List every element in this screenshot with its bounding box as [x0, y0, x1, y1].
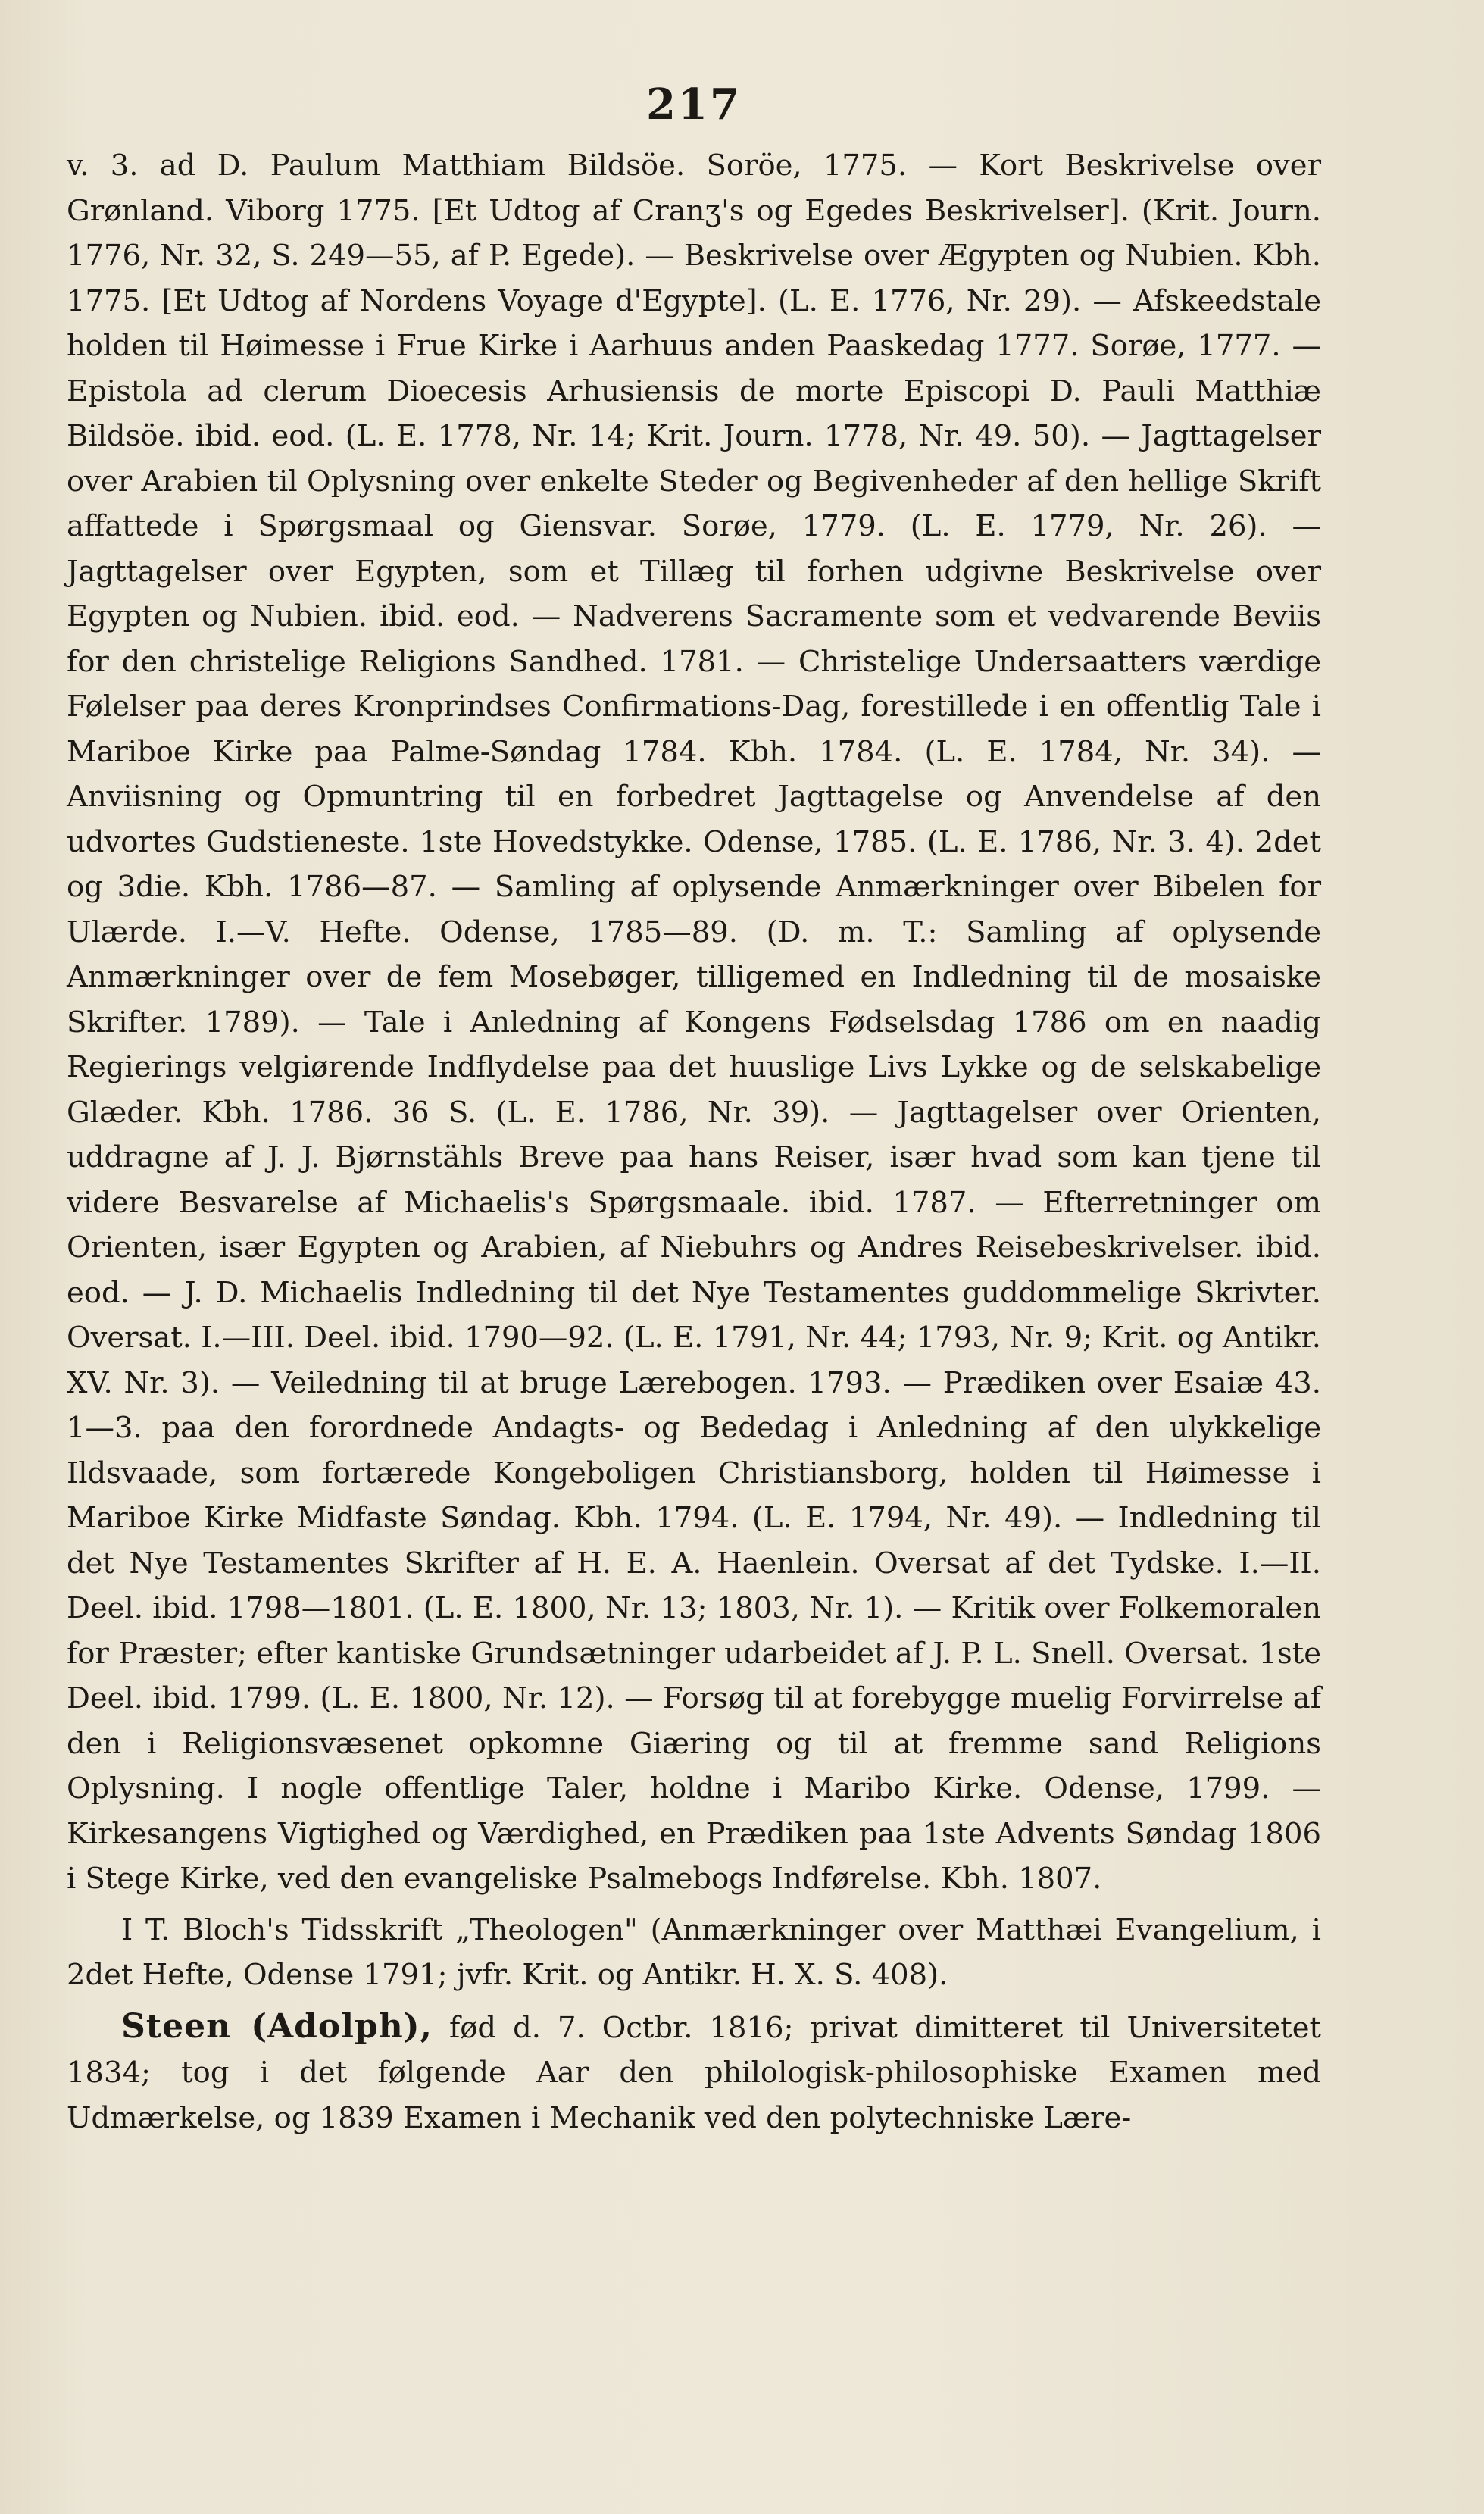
entry-name: Steen (Adolph),: [121, 2006, 433, 2046]
entry-text: fød d. 7. Octbr. 1816; privat dimitteret til Universitetet 1834; tog i det følgende Aar den philologisk-philosophiske Examen med Udmærkelse, og 1839 Examen i Mechanik ved den polytechniske Lære-: [67, 2010, 1321, 2135]
journal-contribution-paragraph: I T. Bloch's Tidsskrift „Theologen" (Anmærkninger over Matthæi Evangelium, i 2det Hefte, Odense 1791; jvfr. Krit. og Antikr. H. X. S. 408).: [67, 1912, 1321, 1992]
page-number: 217: [646, 80, 742, 130]
bibliography-paragraph: v. 3. ad D. Paulum Matthiam Bildsöe. Soröe, 1775. — Kort Beskrivelse over Grønland. Viborg 1775. [Et Udtog af Cranʒ's og Egedes Beskrivelser]. (Krit. Journ. 1776, Nr. 32, S. 249—55, af P. Egede). — Beskrivelse over Ægypten og Nubien. Kbh. 1775. [Et Udtog af Nordens Voyage d'Egypte]. (L. E. 1776, Nr. 29). — Afskeedstale holden til Høimesse i Frue Kirke i Aarhuus anden Paaskedag 1777. Sorøe, 1777. — Epistola ad clerum Dioecesis Arhusiensis de morte Episcopi D. Pauli Matthiæ Bildsöe. ibid. eod. (L. E. 1778, Nr. 14; Krit. Journ. 1778, Nr. 49. 50). — Jagttagelser over Arabien til Oplysning over enkelte Steder og Begivenheder af den hellige Skrift affattede i Spørgsmaal og Giensvar. Sorøe, 1779. (L. E. 1779, Nr. 26). — Jagttagelser over Egypten, som et Tillæg til forhen udgivne Beskrivelse over Egypten og Nubien. ibid. eod. — Nadverens Sacramente som et vedvarende Beviis for den christelige Religions Sandhed. 1781. — Christelige Undersaatters værdige Følelser paa deres Kronprindses Confirmations-Dag, forestillede i en offentlig Tale i Mariboe Kirke paa Palme-Søndag 1784. Kbh. 1784. (L. E. 1784, Nr. 34). — Anviisning og Opmuntring til en forbedret Jagttagelse og Anvendelse af den udvortes Gudstieneste. 1ste Hovedstykke. Odense, 1785. (L. E. 1786, Nr. 3. 4). 2det og 3die. Kbh. 1786—87. — Samling af oplysende Anmærkninger over Bibelen for Ulærde. I.—V. Hefte. Odense, 1785—89. (D. m. T.: Samling af oplysende Anmærkninger over de fem Mosebøger, tilligemed en Indledning til de mosaiske Skrifter. 1789). — Tale i Anledning af Kongens Fødselsdag 1786 om en naadig Regierings velgiørende Indflydelse paa det huuslige Livs Lykke og de selskabelige Glæder. Kbh. 1786. 36 S. (L. E. 1786, Nr. 39). — Jagttagelser over Orienten, uddragne af J. J. Bjørnstähls Breve paa hans Reiser, især hvad som kan tjene til videre Besvarelse af Michaelis's Spørgsmaale. ibid. 1787. — Efterretninger om Orienten, især Egypten og Arabien, af Niebuhrs og Andres Reisebeskrivelser. ibid. eod. — J. D. Michaelis Indledning til det Nye Testamentes guddommelige Skrivter. Oversat. I.—III. Deel. ibid. 1790—92. (L. E. 1791, Nr. 44; 1793, Nr. 9; Krit. og Antikr. XV. Nr. 3). — Veiledning til at bruge Lærebogen. 1793. — Prædiken over Esaiæ 43. 1—3. paa den forordnede Andagts- og Bededag i Anledning af den ulykkelige Ildsvaade, som fortærede Kongeboligen Christiansborg, holden til Høimesse i Mariboe Kirke Midfaste Søndag. Kbh. 1794. (L. E. 1794, Nr. 49). — Indledning til det Nye Testamentes Skrifter af H. E. A. Haenlein. Oversat af det Tydske. I.—II. Deel. ibid. 1798—1801. (L. E. 1800, Nr. 13; 1803, Nr. 1). — Kritik over Folkemoralen for Præster; efter kantiske Grundsætninger udarbeidet af J. P. L. Snell. Oversat. 1ste Deel. ibid. 1799. (L. E. 1800, Nr. 12). — Forsøg til at forebygge muelig Forvirrelse af den i Religionsvæsenet opkomne Giæring og til at fremme sand Religions Oplysning. I nogle offentlige Taler, holdne i Maribo Kirke. Odense, 1799. — Kirkesangens Vigtighed og Værdighed, en Prædiken paa 1ste Advents Søndag 1806 i Stege Kirke, ved den evangeliske Psalmebogs Indførelse. Kbh. 1807.: [67, 149, 1321, 1896]
biography-entry: [67, 2004, 1321, 2141]
